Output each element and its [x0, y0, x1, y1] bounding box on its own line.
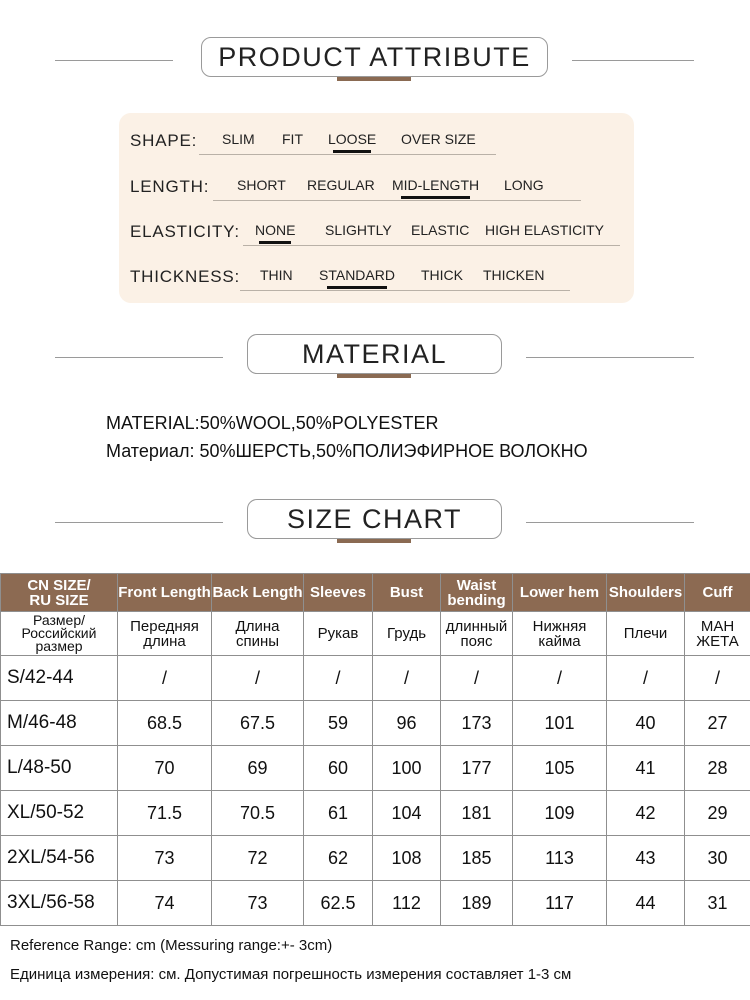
- attribute-option: HIGH ELASTICITY: [485, 222, 605, 238]
- measure-column-header: Shoulders: [607, 574, 685, 612]
- material-english: [106, 413, 438, 434]
- size-chart-header: [0, 499, 750, 549]
- measurement-cell: 44: [607, 881, 685, 926]
- measurement-cell: 113: [513, 836, 607, 881]
- attribute-option-selected: MID-LENGTH: [392, 177, 480, 193]
- attribute-option: ELASTIC: [411, 222, 470, 238]
- measurement-cell: 109: [513, 791, 607, 836]
- measurement-cell: 177: [441, 746, 513, 791]
- attribute-option: LONG: [504, 177, 544, 193]
- measurement-cell: 117: [513, 881, 607, 926]
- divider-line: [55, 357, 223, 358]
- measurement-cell: 69: [212, 746, 304, 791]
- measurement-cell: 73: [118, 836, 212, 881]
- measurement-cell: 108: [373, 836, 441, 881]
- measurement-cell: 68.5: [118, 701, 212, 746]
- attribute-option-selected: STANDARD: [319, 267, 395, 283]
- measure-column-header: Lower hem: [513, 574, 607, 612]
- title-underline: [337, 77, 411, 81]
- product-attribute-header: [0, 37, 750, 87]
- attribute-row-thickness: [119, 261, 634, 297]
- measure-column-header: Front Length: [118, 574, 212, 612]
- attribute-row-shape: [119, 125, 634, 161]
- measurement-cell: 105: [513, 746, 607, 791]
- header-row-russian: [1, 612, 750, 656]
- size-cell: 2XL/54-56: [1, 836, 118, 881]
- measure-column-header-ru: Плечи: [607, 612, 685, 656]
- attribute-label: LENGTH:: [130, 177, 210, 196]
- measure-column-header: Back Length: [212, 574, 304, 612]
- measure-column-header: Bust: [373, 574, 441, 612]
- measurement-cell: 27: [685, 701, 750, 746]
- attribute-option: THICKEN: [483, 267, 545, 283]
- measurement-cell: 62: [304, 836, 373, 881]
- measurement-cell: 41: [607, 746, 685, 791]
- attribute-row-line: [243, 245, 620, 246]
- measurement-cell: /: [607, 656, 685, 701]
- attribute-label: SHAPE:: [130, 131, 198, 150]
- measure-column-header-ru: Рукав: [304, 612, 373, 656]
- measurement-cell: 101: [513, 701, 607, 746]
- measurement-cell: 112: [373, 881, 441, 926]
- measurement-cell: 31: [685, 881, 750, 926]
- measurement-cell: 40: [607, 701, 685, 746]
- size-cell: 3XL/56-58: [1, 881, 118, 926]
- measure-column-header-ru: Длина спины: [212, 612, 304, 656]
- measurement-cell: 30: [685, 836, 750, 881]
- measurement-cell: 60: [304, 746, 373, 791]
- measurement-cell: /: [513, 656, 607, 701]
- measurement-cell: 96: [373, 701, 441, 746]
- measurement-cell: /: [441, 656, 513, 701]
- size-cell: S/42-44: [1, 656, 118, 701]
- table-row: [1, 791, 750, 836]
- measurement-cell: 74: [118, 881, 212, 926]
- measurement-cell: 28: [685, 746, 750, 791]
- attribute-option-selected: LOOSE: [328, 131, 377, 147]
- reference-range-note-ru: Единица измерения: см. Допустимая погрешность измерения составляет 1-3 см: [10, 966, 572, 983]
- table-row: [1, 746, 750, 791]
- table-row: [1, 701, 750, 746]
- table-row: [1, 836, 750, 881]
- section-title-product-attribute: PRODUCT ATTRIBUTE: [201, 37, 548, 77]
- attribute-option: REGULAR: [307, 177, 375, 193]
- measurement-cell: 42: [607, 791, 685, 836]
- measure-column-header: Waist bending: [441, 574, 513, 612]
- attribute-option: THICK: [421, 267, 463, 283]
- reference-range-note: Reference Range: cm (Messuring range:+- 3cm): [10, 937, 333, 954]
- attribute-label: THICKNESS:: [130, 267, 241, 286]
- measure-column-header-ru: МАН ЖЕТА: [685, 612, 750, 656]
- attribute-option: SHORT: [237, 177, 286, 193]
- measurement-cell: 70: [118, 746, 212, 791]
- measurement-cell: 73: [212, 881, 304, 926]
- attribute-option: OVER SIZE: [401, 131, 476, 147]
- measurement-cell: 173: [441, 701, 513, 746]
- material-value: 50%WOOL,50%POLYESTER: [199, 413, 439, 433]
- material-header: [0, 334, 750, 384]
- divider-line: [526, 357, 694, 358]
- measurement-cell: /: [212, 656, 304, 701]
- size-cell: M/46-48: [1, 701, 118, 746]
- attribute-row-elasticity: [119, 216, 634, 252]
- attribute-panel: [119, 113, 634, 303]
- attribute-row-line: [199, 154, 496, 155]
- header-row-english: [1, 574, 750, 612]
- size-column-header: CN SIZE/ RU SIZE: [1, 574, 118, 612]
- title-underline: [337, 539, 411, 543]
- attribute-row-length: [119, 171, 634, 207]
- measure-column-header: Sleeves: [304, 574, 373, 612]
- attribute-row-line: [240, 290, 570, 291]
- measurement-cell: 59: [304, 701, 373, 746]
- material-value-ru: 50%ШЕРСТЬ,50%ПОЛИЭФИРНОЕ ВОЛОКНО: [199, 441, 588, 461]
- attribute-option: THIN: [260, 267, 293, 283]
- material-label-ru: Материал:: [106, 441, 195, 461]
- measurement-cell: /: [373, 656, 441, 701]
- measurement-cell: /: [118, 656, 212, 701]
- table-row: [1, 656, 750, 701]
- attribute-option-selected: NONE: [255, 222, 296, 238]
- attribute-row-line: [213, 200, 581, 201]
- measurement-cell: 29: [685, 791, 750, 836]
- measurement-cell: 72: [212, 836, 304, 881]
- measure-column-header-ru: Грудь: [373, 612, 441, 656]
- measure-column-header-ru: Передняя длина: [118, 612, 212, 656]
- attribute-option: SLIM: [222, 131, 255, 147]
- attribute-option: SLIGHTLY: [325, 222, 392, 238]
- size-cell: L/48-50: [1, 746, 118, 791]
- measurement-cell: 67.5: [212, 701, 304, 746]
- measurement-cell: 104: [373, 791, 441, 836]
- attribute-option: FIT: [282, 131, 303, 147]
- measurement-cell: 62.5: [304, 881, 373, 926]
- material-russian: [106, 441, 588, 462]
- measurement-cell: /: [685, 656, 750, 701]
- section-title-material: MATERIAL: [247, 334, 502, 374]
- divider-line: [526, 522, 694, 523]
- divider-line: [55, 60, 173, 61]
- measure-column-header: Cuff: [685, 574, 750, 612]
- section-title-size-chart: SIZE CHART: [247, 499, 502, 539]
- size-chart-table: [0, 573, 750, 926]
- size-cell: XL/50-52: [1, 791, 118, 836]
- measurement-cell: 181: [441, 791, 513, 836]
- measurement-cell: 189: [441, 881, 513, 926]
- measurement-cell: 43: [607, 836, 685, 881]
- measurement-cell: /: [304, 656, 373, 701]
- size-column-header-ru: Размер/ Российский размер: [1, 612, 118, 656]
- divider-line: [55, 522, 223, 523]
- table-row: [1, 881, 750, 926]
- measure-column-header-ru: длинный пояс: [441, 612, 513, 656]
- material-label: MATERIAL:: [106, 413, 200, 433]
- measurement-cell: 100: [373, 746, 441, 791]
- measure-column-header-ru: Нижняя кайма: [513, 612, 607, 656]
- divider-line: [572, 60, 694, 61]
- measurement-cell: 61: [304, 791, 373, 836]
- title-underline: [337, 374, 411, 378]
- measurement-cell: 185: [441, 836, 513, 881]
- attribute-label: ELASTICITY:: [130, 222, 240, 241]
- measurement-cell: 70.5: [212, 791, 304, 836]
- measurement-cell: 71.5: [118, 791, 212, 836]
